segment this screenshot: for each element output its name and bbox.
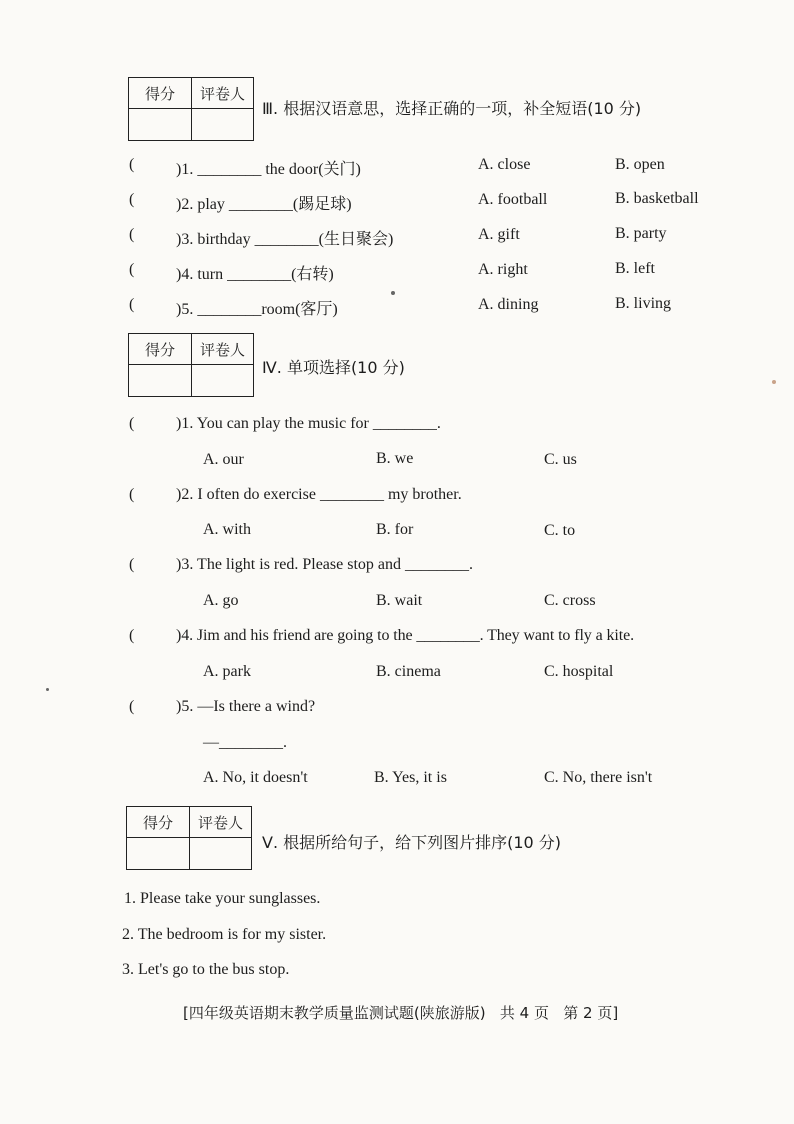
option-a: A. with xyxy=(203,521,251,538)
answer-paren[interactable]: ( xyxy=(129,156,135,173)
option-a: A. No, it doesn't xyxy=(203,769,308,786)
question-stem: )3. The light is red. Please stop and ________. xyxy=(176,556,473,573)
answer-paren[interactable]: ( xyxy=(129,698,135,715)
score-cell[interactable] xyxy=(129,109,192,140)
grader-header: 评卷人 xyxy=(192,334,253,365)
score-box-section5 xyxy=(126,806,252,870)
option-b: B. basketball xyxy=(615,190,699,207)
option-b: B. Yes, it is xyxy=(374,769,447,786)
option-a: A. right xyxy=(478,261,528,278)
option-b: B. living xyxy=(615,295,672,312)
question-stem: )5. —Is there a wind? xyxy=(176,698,316,715)
answer-paren[interactable]: ( xyxy=(129,556,135,573)
option-c: C. No, there isn't xyxy=(544,769,653,786)
option-a: A. dining xyxy=(478,296,539,313)
option-c: C. cross xyxy=(544,592,596,609)
option-a: A. close xyxy=(478,156,531,173)
grader-header: 评卷人 xyxy=(192,78,253,109)
option-b: B. for xyxy=(376,521,414,538)
option-c: C. to xyxy=(544,522,576,539)
option-c: C. us xyxy=(544,451,577,468)
option-b: B. party xyxy=(615,225,667,242)
option-a: A. park xyxy=(203,663,251,680)
score-header: 得分 xyxy=(127,807,190,838)
list-item: 1. Please take your sunglasses. xyxy=(124,890,321,907)
option-a: A. our xyxy=(203,451,244,468)
scan-speck xyxy=(772,380,776,384)
list-item: 3. Let's go to the bus stop. xyxy=(122,961,290,978)
page-footer: [四年级英语期末教学质量监测试题(陕旅游版) 共 4 页 第 2 页] xyxy=(183,1004,619,1022)
scan-speck xyxy=(391,291,395,295)
question-stem: )4. turn ________(右转) xyxy=(176,266,334,283)
score-box-section3 xyxy=(128,77,254,141)
option-a: A. gift xyxy=(478,226,520,243)
option-b: B. cinema xyxy=(376,663,441,680)
section5-title: Ⅴ. 根据所给句子，给下列图片排序(10 分) xyxy=(262,833,562,852)
question-stem: )4. Jim and his friend are going to the ________. They want to fly a kite. xyxy=(176,627,634,644)
option-b: B. open xyxy=(615,156,665,173)
grader-header: 评卷人 xyxy=(190,807,251,838)
option-b: B. we xyxy=(376,450,414,467)
answer-paren[interactable]: ( xyxy=(129,296,135,313)
score-box-section4 xyxy=(128,333,254,397)
list-item: 2. The bedroom is for my sister. xyxy=(122,926,327,943)
question-stem: )2. I often do exercise ________ my brother. xyxy=(176,486,462,503)
dialogue-answer-line: —________. xyxy=(203,734,287,751)
question-stem: )3. birthday ________(生日聚会) xyxy=(176,231,394,248)
section3-title: Ⅲ. 根据汉语意思，选择正确的一项，补全短语(10 分) xyxy=(262,99,642,118)
question-stem: )1. ________ the door(关门) xyxy=(176,161,361,178)
question-stem: )1. You can play the music for ________. xyxy=(176,415,441,432)
score-header: 得分 xyxy=(129,78,192,109)
option-b: B. wait xyxy=(376,592,423,609)
option-c: C. hospital xyxy=(544,663,614,680)
score-cell[interactable] xyxy=(127,838,190,869)
score-header: 得分 xyxy=(129,334,192,365)
answer-paren[interactable]: ( xyxy=(129,486,135,503)
answer-paren[interactable]: ( xyxy=(129,191,135,208)
answer-paren[interactable]: ( xyxy=(129,226,135,243)
option-a: A. football xyxy=(478,191,548,208)
answer-paren[interactable]: ( xyxy=(129,261,135,278)
scan-speck xyxy=(46,688,49,691)
option-b: B. left xyxy=(615,260,655,277)
question-stem: )5. ________room(客厅) xyxy=(176,301,338,318)
score-cell[interactable] xyxy=(129,365,192,396)
answer-paren[interactable]: ( xyxy=(129,415,135,432)
question-stem: )2. play ________(踢足球) xyxy=(176,196,352,213)
answer-paren[interactable]: ( xyxy=(129,627,135,644)
option-a: A. go xyxy=(203,592,239,609)
section4-title: Ⅳ. 单项选择(10 分) xyxy=(262,358,405,377)
